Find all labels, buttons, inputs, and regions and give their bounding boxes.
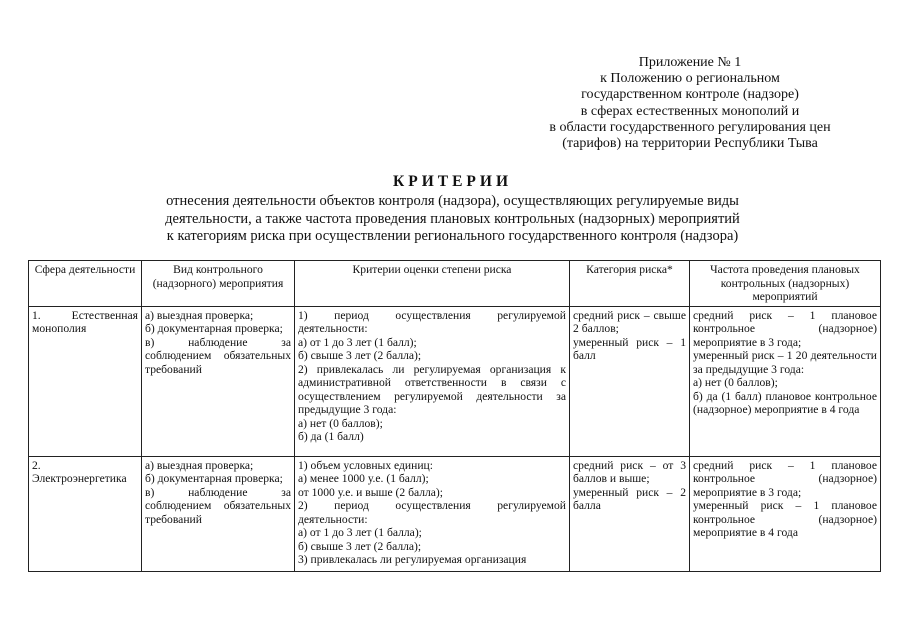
cell-line: средний риск – 1 плановое контрольное (надзорное) мероприятие в 3 года; [693,458,877,499]
subtitle-line: деятельности, а также частота проведения плановых контрольных (надзорных) мероприятий [165,210,740,227]
header-criteria: Критерии оценки степени риска [295,261,570,307]
cell-sphere [29,306,142,456]
cell-sphere [29,456,142,571]
cell-line: а) от 1 до 3 лет (1 балл); [298,335,417,349]
cell-line: а) менее 1000 у.е. (1 балл); [298,472,429,485]
header-activity: Вид контрольного (надзорного) мероприятия [142,261,295,307]
cell-activity [142,456,295,571]
appendix-header [500,55,880,152]
cell-line: умеренный риск – 1 плановое контрольное (надзорное) мероприятие в 4 года [693,499,877,539]
cell-line: б) свыше 3 лет (2 балла); [298,349,422,362]
appendix-line: к Положению о региональном [600,71,780,87]
cell-line: б) да (1 балл) плановое контрольное (надзорное) мероприятие в 4 года [693,389,877,416]
cell-category [570,456,690,571]
appendix-line: в сферах естественных монополий и [580,103,800,119]
document-title: КРИТЕРИИ [392,173,513,190]
cell-line: б) документарная проверка; [145,322,283,335]
cell-line: средний риск – свыше 2 баллов; [573,308,686,335]
cell-frequency [690,456,881,571]
cell-line: а) выездная проверка; [145,458,254,472]
cell-line: 3) привлекалась ли регулируемая организация [298,553,527,566]
header-frequency: Частота проведения плановых контрольных (надзорных) мероприятий [690,261,881,307]
cell-line: от 1000 у.е. и выше (2 балла); [298,485,444,499]
cell-line: 1) объем условных единиц: [298,458,433,472]
cell-line: умеренный риск – 2 балла [573,485,686,512]
risk-criteria-table [28,260,881,572]
cell-text: 1. Естественная монополия [32,308,138,335]
subtitle-line: отнесения деятельности объектов контроля (надзора), осуществляющих регулируемые виды [166,193,739,209]
cell-line: б) да (1 балл) [298,430,364,443]
cell-line: в) наблюдение за соблюдением обязательных требований [145,485,291,526]
cell-line: б) свыше 3 лет (2 балла); [298,539,422,553]
cell-line: 2) период осуществления регулируемой деятельности: [298,499,566,526]
table-header-row [29,261,881,307]
header-sphere: Сфера деятельности [29,261,142,307]
cell-criteria [295,306,570,456]
table-row [29,306,881,456]
cell-activity [142,306,295,456]
cell-line: умеренный риск – 1 балл [573,335,686,362]
cell-line: а) от 1 до 3 лет (1 балла); [298,526,422,539]
cell-text: 2. Электроэнергетика [32,458,127,485]
cell-line: а) нет (0 баллов); [298,416,383,430]
cell-line: 1) период осуществления регулируемой деятельности: [298,308,566,335]
document-subtitle [0,193,905,246]
appendix-line: (тарифов) на территории Республики Тыва [562,136,818,152]
cell-line: умеренный риск – 1 20 деятельности за предыдущие 3 года: [693,349,877,376]
cell-criteria [295,456,570,571]
cell-line: а) нет (0 баллов); [693,376,778,389]
appendix-line: государственном контроле (надзоре) [581,87,799,103]
cell-line: 2) привлекалась ли регулируемая организация к административной ответственности в связи с осуществлением регулируемой деятельности за предыдущие 3 года: [298,362,566,416]
cell-category [570,306,690,456]
cell-frequency [690,306,881,456]
cell-line: б) документарная проверка; [145,472,283,485]
subtitle-line: к категориям риска при осуществлении регионального государственного контроля (надзора) [166,228,739,245]
header-category: Категория риска* [570,261,690,307]
appendix-line: Приложение № 1 [638,55,742,70]
cell-line: в) наблюдение за соблюдением обязательных требований [145,335,291,376]
cell-line: а) выездная проверка; [145,308,254,322]
appendix-line: в области государственного регулирования цен [549,119,831,135]
cell-line: средний риск – 1 плановое контрольное (надзорное) мероприятие в 3 года; [693,308,877,349]
table-row [29,456,881,571]
cell-line: средний риск – от 3 баллов и выше; [573,458,686,485]
